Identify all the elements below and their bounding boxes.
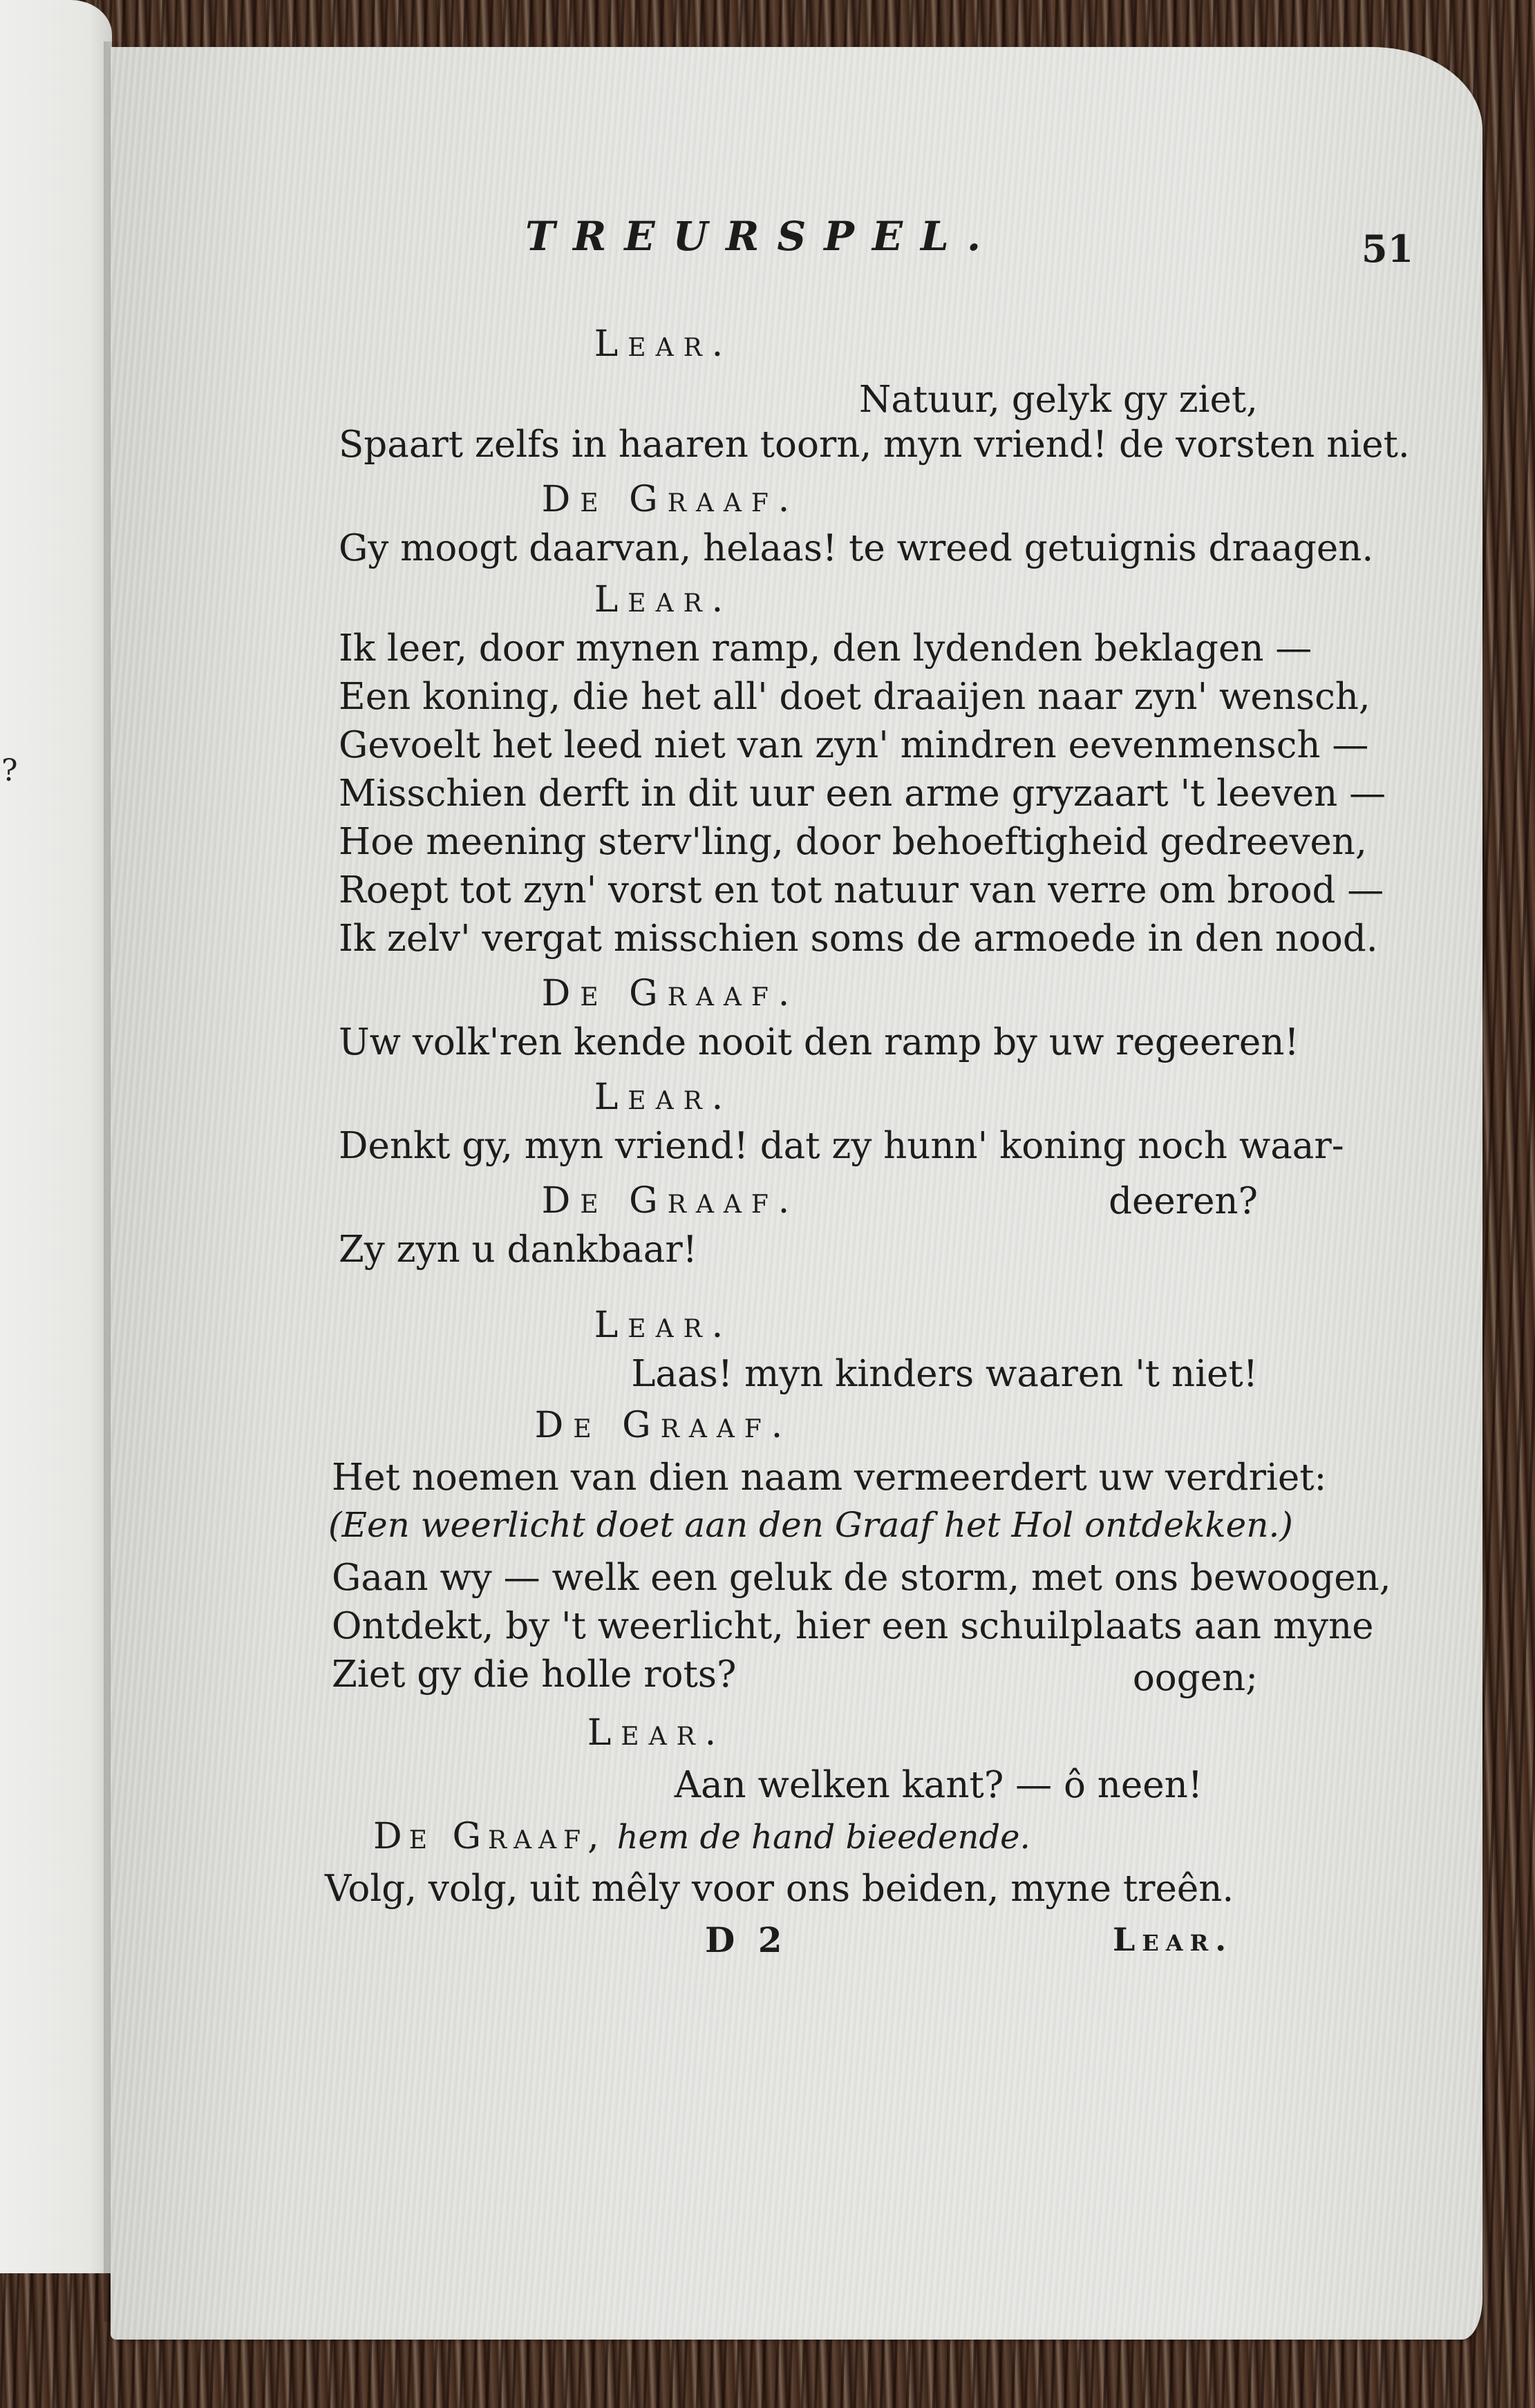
signature-mark: D 2 — [705, 1919, 788, 1960]
speaker-name: De Graaf, — [373, 1816, 606, 1857]
speaker-heading: De Graaf. — [541, 973, 800, 1014]
speaker-heading: Lear. — [594, 323, 733, 365]
verse-line: Ziet gy die holle rots? — [332, 1653, 737, 1696]
speaker-heading: De Graaf. — [541, 479, 800, 520]
facing-page-fragment: ? — [1, 753, 18, 788]
verse-line: Volg, volg, uit mêly voor ons beiden, myne treên. — [325, 1868, 1234, 1910]
speaker-heading: De Graaf. — [534, 1405, 793, 1446]
stage-direction: (Een weerlicht doet aan den Graaf het Hol ontdekken.) — [328, 1505, 1293, 1545]
speaker-heading-with-direction — [373, 1816, 1030, 1857]
verse-line: Ik leer, door mynen ramp, den lydenden beklagen — — [339, 627, 1312, 670]
verse-line: Natuur, gelyk gy ziet, — [859, 379, 1258, 421]
runover-word: deeren? — [1109, 1180, 1258, 1222]
verse-line: Gaan wy — welk een geluk de storm, met ons bewoogen, — [332, 1557, 1391, 1599]
verse-line: Aan welken kant? — ô neen! — [674, 1764, 1203, 1806]
facing-page — [0, 0, 112, 2273]
verse-line: Denkt gy, myn vriend! dat zy hunn' koning noch waar- — [339, 1125, 1344, 1167]
speaker-heading: Lear. — [594, 1305, 733, 1346]
verse-line: Uw volk'ren kende nooit den ramp by uw regeeren! — [339, 1021, 1299, 1063]
verse-line: Gevoelt het leed niet van zyn' mindren eevenmensch — — [339, 724, 1369, 766]
verse-line: Laas! myn kinders waaren 't niet! — [631, 1353, 1258, 1395]
book-page — [111, 47, 1482, 2340]
verse-line: Spaart zelfs in haaren toorn, myn vriend! de vorsten niet. — [339, 424, 1410, 466]
verse-line: Het noemen van dien naam vermeerdert uw verdriet: — [332, 1457, 1327, 1499]
speaker-heading: De Graaf. — [541, 1180, 800, 1222]
catchword: Lear. — [1113, 1921, 1234, 1958]
verse-line: Gy moogt daarvan, helaas! te wreed getuignis draagen. — [339, 527, 1374, 569]
speaker-heading: Lear. — [594, 1077, 733, 1118]
verse-line: Ontdekt, by 't weerlicht, hier een schuilplaats aan myne — [332, 1605, 1374, 1647]
stage-direction: hem de hand bieedende. — [616, 1818, 1030, 1857]
runover-word: oogen; — [1132, 1657, 1258, 1699]
verse-line: Ik zelv' vergat misschien soms de armoede in den nood. — [339, 918, 1378, 960]
running-head: TREURSPEL. — [525, 213, 999, 260]
verse-line: Een koning, die het all' doet draaijen naar zyn' wensch, — [339, 676, 1371, 718]
verse-line: Hoe meening sterv'ling, door behoeftigheid gedreeven, — [339, 821, 1367, 863]
verse-line: Zy zyn u dankbaar! — [339, 1229, 697, 1271]
speaker-heading: Lear. — [594, 579, 733, 620]
verse-line: Misschien derft in dit uur een arme gryzaart 't leeven — — [339, 772, 1386, 815]
verse-line: Roept tot zyn' vorst en tot natuur van verre om brood — — [339, 869, 1384, 911]
speaker-heading: Lear. — [587, 1712, 726, 1754]
page-number: 51 — [1362, 227, 1414, 271]
